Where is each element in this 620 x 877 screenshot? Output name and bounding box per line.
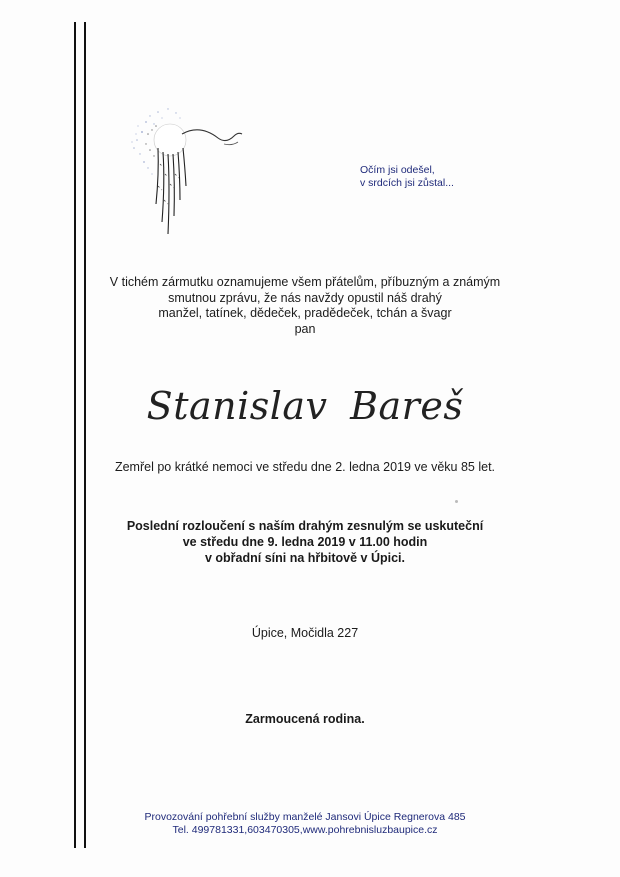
death-notice: Zemřel po krátké nemoci ve středu dne 2. ledna 2019 ve věku 85 let.: [114, 460, 496, 474]
farewell-line: v obřadní síni na hřbitově v Úpici.: [204, 551, 406, 565]
footer-line: Tel. 499781331,603470305,www.pohrebnisluzbaupice.cz: [172, 823, 438, 836]
deceased-name: Stanislav Bareš: [146, 384, 464, 428]
family-signature: Zarmoucená rodina.: [245, 712, 365, 726]
moon-willow-icon: [128, 104, 246, 239]
announcement-line: pan: [294, 321, 316, 336]
funeral-service-footer: [90, 811, 520, 836]
announcement-line: manžel, tatínek, dědeček, pradědeček, tchán a švagr: [158, 306, 452, 320]
announcement-line: smutnou zprávu, že nás navždy opustil náš drahý: [168, 290, 442, 305]
motto: [360, 164, 454, 190]
farewell-details: [90, 518, 520, 566]
announcement-line: V tichém zármutku oznamujeme všem přátelům, příbuzným a známým: [109, 275, 501, 289]
left-border-line: [74, 22, 76, 848]
footer-line: Provozování pohřební služby manželé Jansovi Úpice Regnerova 485: [144, 811, 466, 823]
announcement-text: [90, 275, 520, 337]
motto-line: v srdcích jsi zůstal...: [360, 177, 454, 189]
farewell-line: ve středu dne 9. ledna 2019 v 11.00 hodin: [182, 535, 428, 549]
motto-line: Očím jsi odešel,: [360, 164, 435, 176]
paper-speck: [455, 500, 458, 503]
farewell-line: Poslední rozloučení s naším drahým zesnulým se uskuteční: [126, 519, 484, 533]
family-address: Úpice, Močidla 227: [251, 626, 359, 640]
left-border-line-inner: [84, 22, 86, 848]
